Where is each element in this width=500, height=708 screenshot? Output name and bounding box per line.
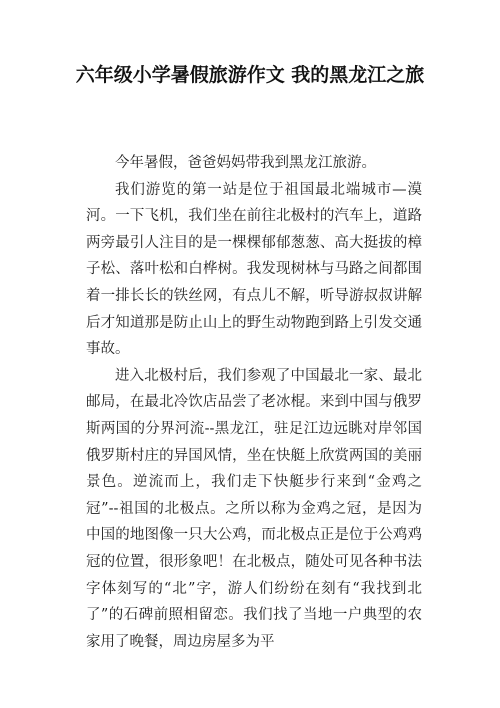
document-title: 六年级小学暑假旅游作文 我的黑龙江之旅 bbox=[75, 64, 425, 86]
paragraph: 进入北极村后，我们参观了中国最北一家、最北邮局，在最北冷饮店品尝了老冰棍。来到中国与俄罗斯两国的分界河流--黑龙江，驻足江边远眺对岸邻国俄罗斯村庄的异国风情，坐在快艇上欣赏两国的美丽景色。逆流而上，我们走下快艇步行来到“金鸡之冠”--祖国的北极点。之所以称为金鸡之冠，是因为中国的地图像一只大公鸡，而北极点正是位于公鸡鸡冠的位置，很形象吧！在北极点，随处可见各种书法字体刻写的“北”字，游人们纷纷在刻有“我找到北了”的石碑前照相留恋。我们找了当地一户典型的农家用了晚餐，周边房屋多为平 bbox=[86, 367, 422, 650]
paragraph: 我们游览的第一站是位于祖国最北端城市—漠河。一下飞机，我们坐在前往北极村的汽车上，道路两旁最引人注目的是一棵棵郁郁葱葱、高大挺拔的樟子松、落叶松和白桦树。我发现树林与马路之间都围着一排长长的铁丝网，有点儿不解，听导游叔叔讲解后才知道那是防止山上的野生动物跑到路上引发交通事故。 bbox=[86, 181, 422, 358]
document-body bbox=[86, 150, 422, 655]
paragraph: 今年暑假，爸爸妈妈带我到黑龙江旅游。 bbox=[115, 155, 376, 171]
